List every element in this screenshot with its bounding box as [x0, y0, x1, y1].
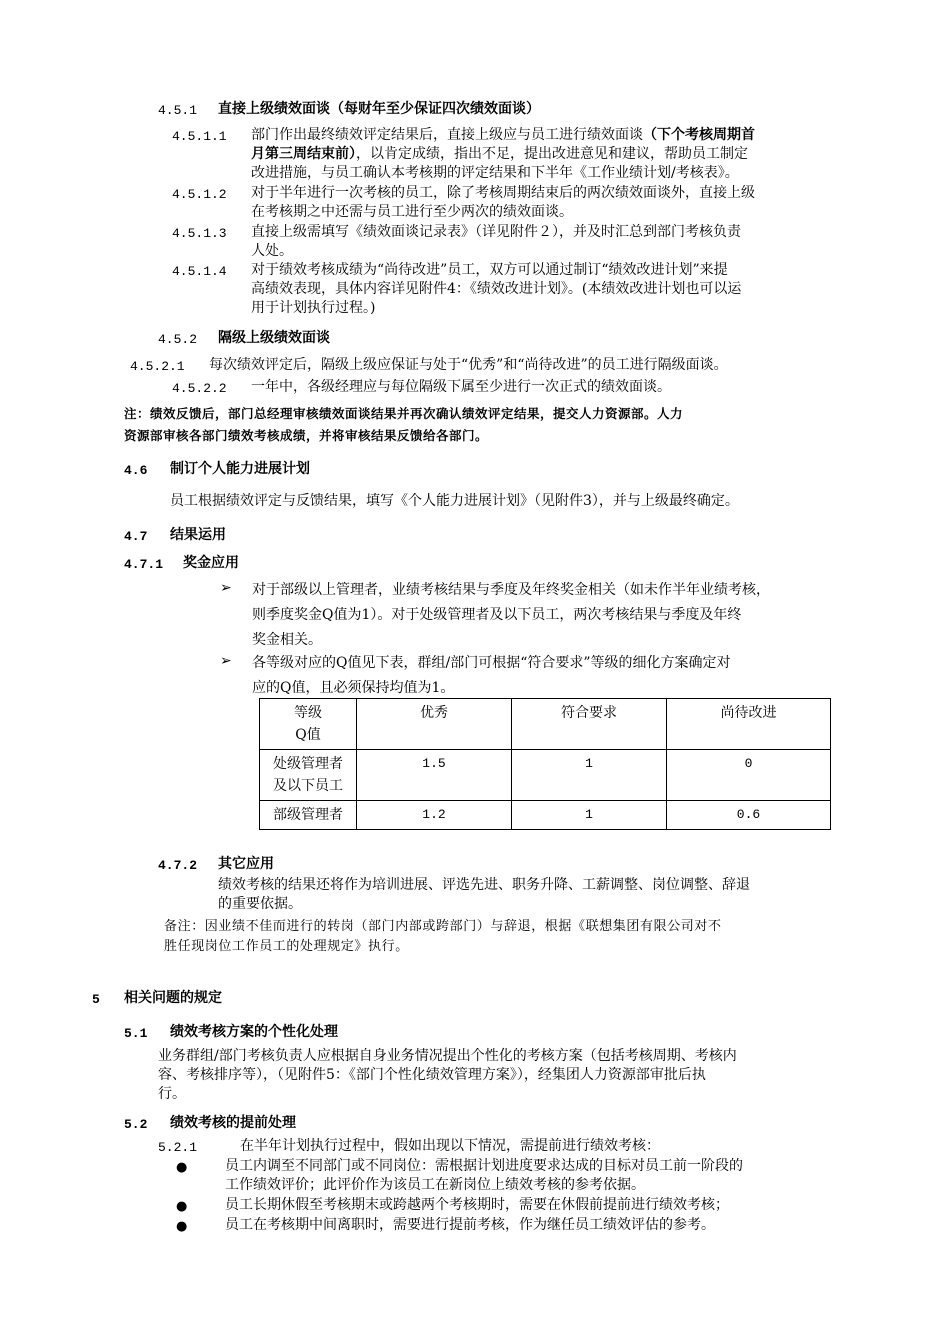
section-title: 绩效考核方案的个性化处理 — [170, 1024, 338, 1040]
table-cell: 0.6 — [667, 801, 831, 830]
bullet-line: 应的Q值，且必须保持均值为1。 — [252, 680, 455, 696]
paragraph-line: 一年中，各级经理应与每位隔级下属至少进行一次正式的绩效面谈。 — [251, 379, 671, 395]
table-cell: 1 — [512, 801, 667, 830]
table-header-cell: 尚待改进 — [667, 699, 831, 750]
text: ，以肯定成绩，指出不足，提出改进意见和建议，帮助员工制定 — [356, 146, 748, 162]
item-number: 4.5.1.2 — [172, 187, 227, 202]
bold-text: 月第三周结束前） — [251, 146, 356, 162]
bullet-dot-icon: ● — [176, 1219, 188, 1234]
paragraph — [251, 126, 755, 145]
paragraph-line — [251, 145, 748, 164]
remark-line: 胜任现岗位工作员工的处理规定》执行。 — [164, 939, 409, 954]
item-number: 4.5.1.3 — [172, 226, 227, 241]
table-cell: 0 — [667, 750, 831, 801]
paragraph-line: 高绩效表现，具体内容详见附件4：《绩效改进计划》。(本绩效改进计划也可以运 — [251, 281, 742, 297]
paragraph-line: 直接上级需填写《绩效面谈记录表》（详见附件２），并及时汇总到部门考核负责 — [251, 224, 741, 240]
paragraph-line: 绩效考核的结果还将作为培训进展、评选先进、职务升降、工薪调整、岗位调整、辞退 — [218, 877, 750, 893]
paragraph-line: 容、考核排序等），（见附件5：《部门个性化绩效管理方案》），经集团人力资源部审批后执 — [158, 1067, 706, 1083]
paragraph-line: 员工根据绩效评定与反馈结果，填写《个人能力进展计划》（见附件3），并与上级最终确定。 — [170, 493, 739, 509]
item-number: 4.5.1.1 — [172, 129, 227, 144]
paragraph-line: 对于半年进行一次考核的员工，除了考核周期结束后的两次绩效面谈外，直接上级 — [251, 185, 755, 201]
section-number: 4.7.2 — [158, 858, 198, 873]
arrow-bullet-icon: ➢ — [220, 653, 232, 669]
section-number: 5.2 — [124, 1117, 148, 1132]
chapter-number: 5 — [92, 992, 100, 1007]
paragraph-line: 改进措施，与员工确认本考核期的评定结果和下半年《工作业绩计划/考核表》。 — [251, 165, 739, 181]
bullet-line: 员工长期休假至考核期末或跨越两个考核期时，需要在休假前提前进行绩效考核； — [225, 1197, 729, 1213]
table-row — [260, 750, 831, 801]
paragraph-line: 用于计划执行过程。) — [251, 300, 376, 316]
section-number: 5.1 — [124, 1026, 148, 1041]
chapter-title: 相关问题的规定 — [124, 990, 222, 1006]
section-number: 4.6 — [124, 463, 148, 478]
paragraph-line: 行。 — [158, 1086, 186, 1102]
section-number: 4.5.2 — [158, 332, 198, 347]
paragraph-line: 业务群组/部门考核负责人应根据自身业务情况提出个性化的考核方案（包括考核周期、考核内 — [158, 1048, 737, 1064]
paragraph-line: 在考核期之中还需与员工进行至少两次的绩效面谈。 — [251, 204, 573, 220]
paragraph-line: 人处。 — [251, 243, 293, 259]
item-number: 4.5.2.2 — [172, 381, 227, 396]
section-title: 其它应用 — [218, 856, 274, 872]
bullet-line: 各等级对应的Q值见下表，群组/部门可根据“符合要求”等级的细化方案确定对 — [252, 655, 731, 671]
note-line: 注：绩效反馈后，部门总经理审核绩效面谈结果并再次确认绩效评定结果，提交人力资源部。人力 — [124, 406, 684, 421]
text: 部门作出最终绩效评定结果后，直接上级应与员工进行绩效面谈 — [251, 127, 643, 143]
row-label-cell: 部级管理者 — [260, 801, 357, 830]
row-label-cell — [260, 750, 357, 801]
table-cell: 1.2 — [357, 801, 512, 830]
bullet-line: 员工内调至不同部门或不同岗位：需根据计划进度要求达成的目标对员工前一阶段的 — [225, 1158, 743, 1174]
section-title: 隔级上级绩效面谈 — [218, 330, 330, 346]
section-title: 直接上级绩效面谈（每财年至少保证四次绩效面谈） — [218, 101, 540, 117]
table-cell: 1 — [512, 750, 667, 801]
table-header-row — [260, 699, 831, 750]
table-corner-cell — [260, 699, 357, 750]
bullet-line: 奖金相关。 — [252, 632, 322, 648]
section-title: 绩效考核的提前处理 — [170, 1115, 296, 1131]
bullet-line: 对于部级以上管理者，业绩考核结果与季度及年终奖金相关（如未作半年业绩考核， — [252, 582, 770, 598]
table-header-cell: 符合要求 — [512, 699, 667, 750]
bullet-line: 员工在考核期中间离职时，需要进行提前考核，作为继任员工绩效评估的参考。 — [225, 1217, 715, 1233]
item-number: 5.2.1 — [158, 1140, 198, 1155]
bullet-dot-icon: ● — [176, 1199, 188, 1214]
section-title: 奖金应用 — [183, 555, 239, 571]
remark-line: 备注：因业绩不佳而进行的转岗（部门内部或跨部门）与辞退，根据《联想集团有限公司对不 — [164, 919, 722, 934]
section-number: 4.7 — [124, 529, 148, 544]
section-number: 4.5.1 — [158, 103, 198, 118]
table-row — [260, 801, 831, 830]
bold-text: （下个考核周期首 — [643, 127, 755, 143]
bullet-dot-icon: ● — [176, 1160, 188, 1175]
note-line: 资源部审核各部门绩效考核成绩，并将审核结果反馈给各部门。 — [124, 428, 489, 443]
bullet-line: 则季度奖金Q值为1）。对于处级管理者及以下员工，两次考核结果与季度及年终 — [252, 607, 742, 623]
header-label: Q值 — [295, 727, 321, 743]
table-header-cell: 优秀 — [357, 699, 512, 750]
paragraph-line: 在半年计划执行过程中，假如出现以下情况，需提前进行绩效考核： — [240, 1138, 660, 1154]
header-label: 等级 — [294, 705, 322, 721]
q-value-table — [259, 698, 831, 830]
item-number: 4.5.2.1 — [130, 359, 185, 374]
section-title: 制订个人能力进展计划 — [170, 461, 310, 477]
section-title: 结果运用 — [170, 527, 226, 543]
bullet-line: 工作绩效评价；此评价作为该员工在新岗位上绩效考核的参考依据。 — [225, 1177, 645, 1193]
paragraph-line: 每次绩效评定后，隔级上级应保证与处于“优秀”和“尚待改进”的员工进行隔级面谈。 — [209, 357, 728, 373]
table-cell: 1.5 — [357, 750, 512, 801]
paragraph-line: 对于绩效考核成绩为“尚待改进”员工，双方可以通过制订“绩效改进计划”来提 — [251, 262, 728, 278]
arrow-bullet-icon: ➢ — [220, 580, 232, 596]
section-number: 4.7.1 — [124, 557, 164, 572]
row-label: 处级管理者 — [273, 756, 343, 772]
item-number: 4.5.1.4 — [172, 264, 227, 279]
paragraph-line: 的重要依据。 — [218, 896, 302, 912]
row-label: 及以下员工 — [273, 778, 343, 794]
